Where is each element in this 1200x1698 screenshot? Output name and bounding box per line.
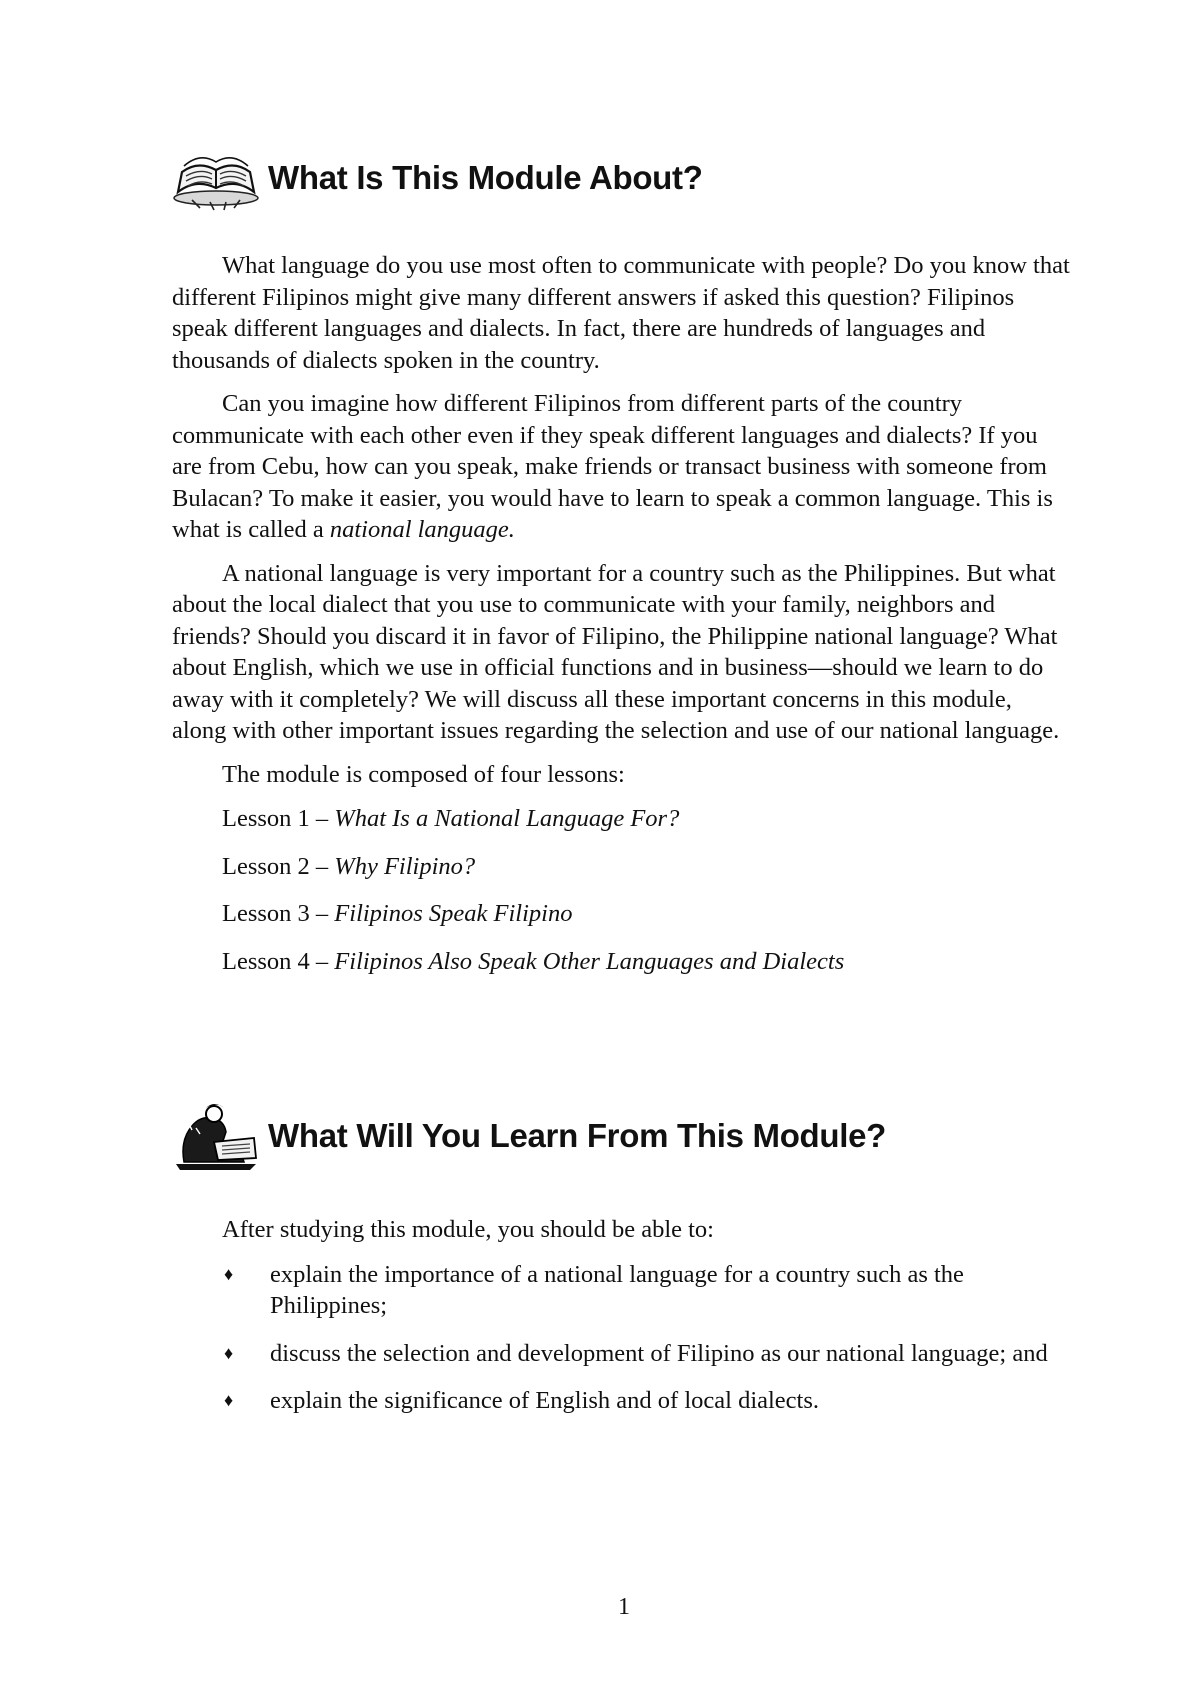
- open-book-icon: [170, 142, 262, 214]
- list-item: [172, 1338, 1072, 1370]
- section-heading-learn: [170, 1100, 886, 1172]
- page-number: 1: [618, 1594, 630, 1620]
- diamond-bullet-icon: ♦: [224, 1390, 234, 1410]
- objectives-list: [172, 1259, 1072, 1417]
- lesson-prefix: Lesson 1 –: [222, 805, 335, 832]
- lesson-item: [172, 851, 1072, 883]
- person-studying-icon: [170, 1100, 262, 1172]
- lesson-prefix: Lesson 3 –: [222, 900, 335, 927]
- lesson-title: Filipinos Speak Filipino: [334, 900, 573, 927]
- lesson-prefix: Lesson 2 –: [222, 852, 335, 880]
- objective-text: explain the significance of English and of local dialects.: [270, 1387, 820, 1414]
- paragraph-common-language-text: Can you imagine how different Filipinos from different parts of the country communicate with each other even if they speak different languages and dialects? If you are from Cebu, how can you speak, make friends or transact business with someone from Bulacan? To make it easier, you would have to learn to speak a common language. This is what is called a: [172, 390, 1053, 543]
- paragraph-national-language: A national language is very important for a country such as the Philippines. But what about the local dialect that you use to communicate with your family, neighbors and friends? Should you discard it in favor of Filipino, the Philippine national language? What about English, which we use in official functions and in business—should we learn to do away with it completely? We will discuss all these important concerns in this module, along with other important issues regarding the selection and use of our national language.: [172, 559, 1060, 744]
- objective-text: discuss the selection and development of Filipino as our national language; and: [270, 1339, 1048, 1367]
- lesson-item: [172, 803, 1072, 835]
- section-title-about: What Is This Module About?: [268, 159, 703, 196]
- paragraph-common-language: [172, 388, 1072, 546]
- list-item: [172, 1385, 1072, 1417]
- lesson-title: What Is a National Language For?: [334, 805, 680, 832]
- paragraph-intro: What language do you use most often to communicate with people? Do you know that different Filipinos might give many different answers if asked this question? Filipinos speak different languages and dialects. In fact, there are hundreds of languages and thousands of dialects spoken in the country.: [172, 252, 1070, 374]
- lessons-intro: The module is composed of four lessons:: [222, 760, 625, 788]
- lesson-item: [172, 898, 1072, 930]
- objective-text: explain the importance of a national language for a country such as the Philippines;: [270, 1260, 964, 1319]
- diamond-bullet-icon: ♦: [224, 1342, 234, 1363]
- diamond-bullet-icon: ♦: [224, 1263, 234, 1284]
- section-body-learn: [172, 1214, 1072, 1433]
- section-heading-about: [170, 142, 703, 214]
- lesson-title: Why Filipino?: [334, 852, 476, 880]
- section-title-learn: What Will You Learn From This Module?: [268, 1117, 887, 1154]
- section-body-about: [172, 250, 1072, 993]
- lesson-title: Filipinos Also Speak Other Languages and Dialects: [334, 947, 845, 975]
- objectives-intro: After studying this module, you should be able to:: [222, 1216, 714, 1243]
- lesson-prefix: Lesson 4 –: [222, 947, 335, 975]
- lesson-item: [172, 946, 1072, 978]
- list-item: [172, 1259, 1072, 1322]
- national-language-term: national language.: [329, 516, 515, 543]
